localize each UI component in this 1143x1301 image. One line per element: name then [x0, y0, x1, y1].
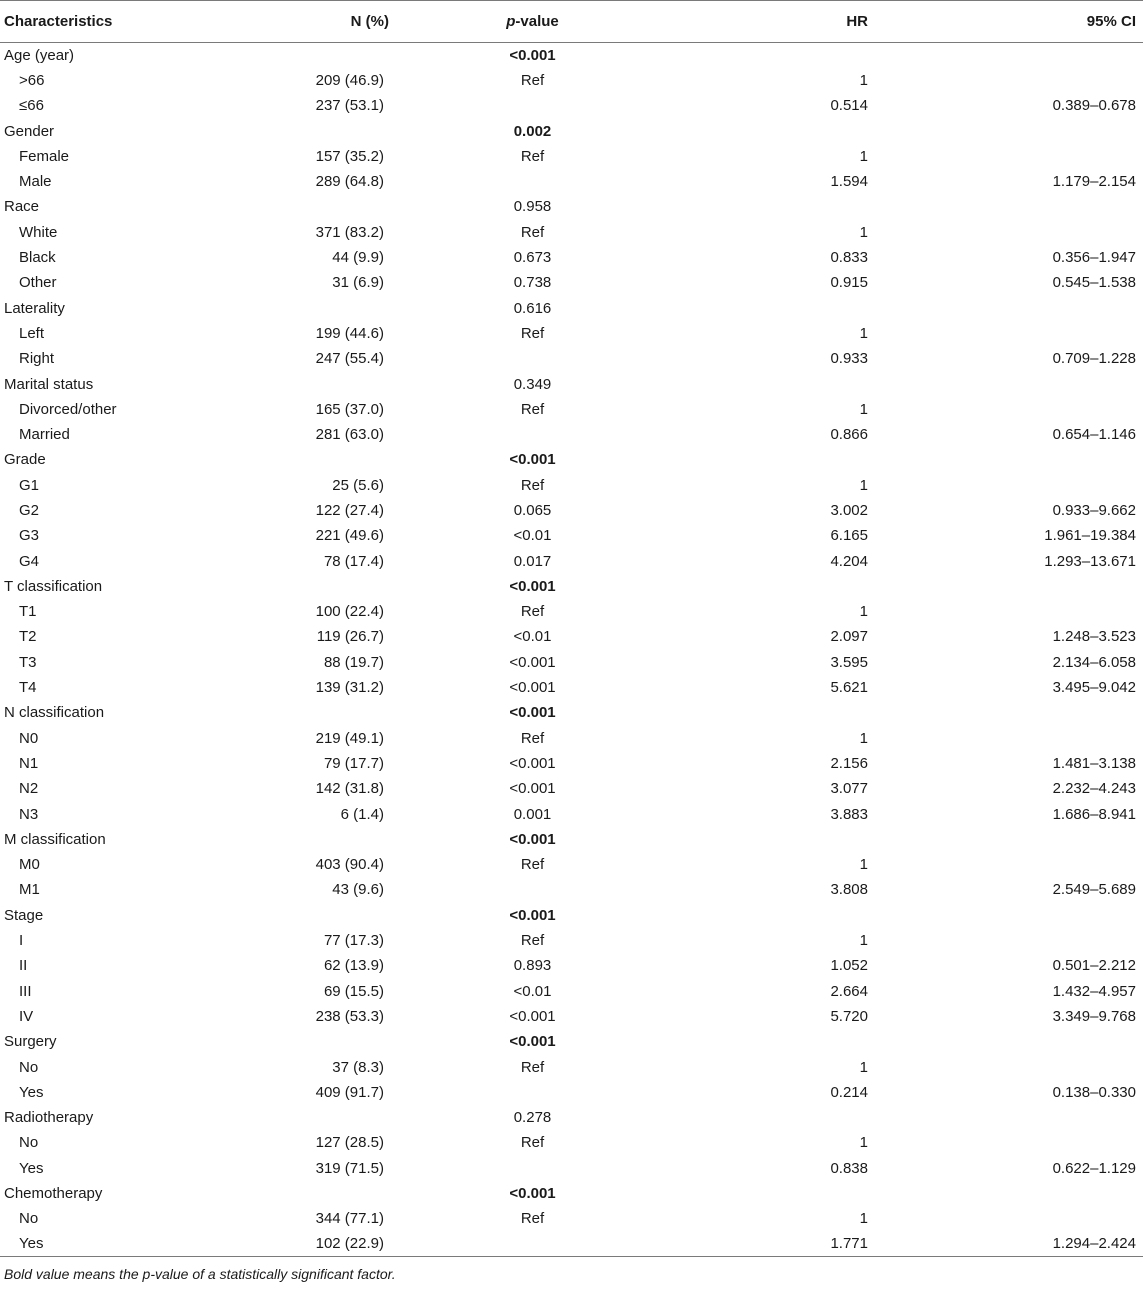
cell-p-value: 0.002 [513, 122, 552, 140]
table-row [0, 953, 1143, 978]
cell-p-value: <0.001 [509, 653, 556, 671]
cell-ci: 0.933–9.662 [1052, 501, 1136, 519]
cell-n-percent [244, 903, 399, 928]
cell-hr: 1 [859, 603, 868, 621]
cell-n-percent [244, 118, 399, 143]
table-footnote: Bold value means the p-value of a statistically significant factor. [4, 1266, 396, 1283]
table-group-row [0, 827, 1143, 852]
table-group-row [0, 194, 1143, 219]
cell-characteristic: Female [19, 147, 70, 165]
cell-p-value: 0.065 [513, 501, 552, 519]
cell-p-value: 0.893 [513, 957, 552, 975]
cell-ci: 0.501–2.212 [1052, 957, 1136, 975]
cell-n-percent: 371 (83.2) [315, 223, 384, 241]
cell-n-percent: 199 (44.6) [315, 324, 384, 342]
cell-ci [880, 827, 1143, 852]
cell-n-percent: 127 (28.5) [315, 1134, 384, 1152]
cell-characteristic: Yes [19, 1083, 44, 1101]
cell-hr [651, 43, 880, 68]
cell-p-value: 0.349 [513, 375, 552, 393]
cell-hr [651, 118, 880, 143]
cell-p-value: Ref [520, 603, 545, 621]
cell-p-value: 0.673 [513, 249, 552, 267]
cell-n-percent: 62 (13.9) [323, 957, 384, 975]
cell-p-value: 0.278 [513, 1109, 552, 1127]
table-group-row [0, 700, 1143, 725]
table-row [0, 751, 1143, 776]
cell-hr [651, 574, 880, 599]
header-ci: 95% CI [880, 1, 1143, 43]
cell-characteristic: Married [19, 426, 70, 444]
cell-n-percent: 78 (17.4) [323, 552, 384, 570]
cell-ci [880, 194, 1143, 219]
cell-p-value [399, 93, 651, 118]
cell-characteristic: Yes [0, 1231, 244, 1256]
cell-p-value: <0.001 [509, 754, 556, 772]
cell-ci: 1.432–4.957 [1052, 982, 1136, 1000]
table-row [0, 928, 1143, 953]
cell-hr: 1 [859, 71, 868, 89]
cell-characteristic: N3 [19, 805, 39, 823]
header-characteristics: Characteristics [0, 1, 244, 43]
cell-hr: 2.664 [830, 982, 868, 1000]
cell-n-percent: 25 (5.6) [332, 476, 384, 494]
table-row [0, 68, 1143, 93]
cell-ci: 1.179–2.154 [1052, 173, 1136, 191]
cell-characteristic: G4 [19, 552, 40, 570]
cell-ci [880, 295, 1143, 320]
cell-p-value: <0.001 [509, 451, 556, 469]
cell-hr: 0.933 [830, 350, 868, 368]
table-group-row [0, 118, 1143, 143]
cell-hr [651, 371, 880, 396]
cell-hr: 1 [859, 476, 868, 494]
cell-hr: 3.808 [830, 881, 868, 899]
cell-n-percent: 247 (55.4) [315, 350, 384, 368]
cell-characteristic: T2 [19, 628, 37, 646]
cell-p-value: <0.01 [513, 982, 552, 1000]
cell-ci [880, 68, 1143, 93]
table-row [0, 1231, 1143, 1256]
table-row [0, 877, 1143, 902]
table-row [0, 650, 1143, 675]
table-group-row [0, 574, 1143, 599]
table-row [0, 599, 1143, 624]
cell-characteristic: M0 [19, 856, 40, 874]
cell-p-value: Ref [520, 1058, 545, 1076]
cell-ci [880, 1029, 1143, 1054]
cell-ci: 0.389–0.678 [1052, 97, 1136, 115]
cell-ci: 1.293–13.671 [1044, 552, 1136, 570]
cell-hr: 2.097 [830, 628, 868, 646]
cell-p-value [399, 422, 651, 447]
cell-n-percent [244, 700, 399, 725]
table-group-row [0, 447, 1143, 472]
cell-ci: 1.294–2.424 [880, 1231, 1143, 1256]
cell-p-value: Ref [520, 223, 545, 241]
table-row [0, 548, 1143, 573]
table-row [0, 852, 1143, 877]
cell-ci [880, 599, 1143, 624]
cell-ci [880, 903, 1143, 928]
cell-ci: 0.356–1.947 [1052, 249, 1136, 267]
table-row [0, 270, 1143, 295]
cell-hr: 1 [859, 1210, 868, 1228]
cell-characteristic: Radiotherapy [4, 1109, 94, 1127]
cell-n-percent: 219 (49.1) [315, 729, 384, 747]
cell-n-percent: 100 (22.4) [315, 603, 384, 621]
cell-n-percent [244, 371, 399, 396]
cell-characteristic: Left [19, 324, 45, 342]
cell-hr: 0.514 [830, 97, 868, 115]
cell-hr: 1 [859, 324, 868, 342]
cell-hr: 0.915 [830, 274, 868, 292]
cell-n-percent: 139 (31.2) [315, 679, 384, 697]
cell-hr [651, 700, 880, 725]
cell-characteristic: Laterality [4, 299, 65, 317]
cell-ci [880, 574, 1143, 599]
cell-ci: 1.961–19.384 [1044, 527, 1136, 545]
cell-n-percent: 79 (17.7) [323, 754, 384, 772]
cell-n-percent: 238 (53.3) [315, 1007, 384, 1025]
table-row [0, 624, 1143, 649]
cell-hr: 1 [859, 400, 868, 418]
cell-ci [880, 1181, 1143, 1206]
cell-p-value: Ref [520, 856, 545, 874]
cell-ci [880, 928, 1143, 953]
table-row [0, 498, 1143, 523]
cell-characteristic: M1 [19, 881, 40, 899]
cell-p-value: <0.01 [513, 527, 552, 545]
cell-p-value: <0.001 [509, 679, 556, 697]
cell-ci: 0.138–0.330 [1052, 1083, 1136, 1101]
header-hr: HR [651, 1, 880, 43]
cell-n-percent [244, 194, 399, 219]
cell-hr: 1.052 [830, 957, 868, 975]
cell-characteristic: N0 [19, 729, 39, 747]
table-row [0, 1054, 1143, 1079]
table-row [0, 523, 1143, 548]
cell-ci: 0.545–1.538 [1052, 274, 1136, 292]
header-p-italic: p [506, 13, 516, 30]
cell-hr [651, 827, 880, 852]
cell-p-value: 0.958 [513, 198, 552, 216]
cell-n-percent: 88 (19.7) [323, 653, 384, 671]
cell-n-percent: 209 (46.9) [315, 71, 384, 89]
cell-n-percent: 69 (15.5) [323, 982, 384, 1000]
cell-n-percent [244, 295, 399, 320]
cell-p-value: <0.001 [509, 1185, 556, 1202]
cell-ci [880, 144, 1143, 169]
table-group-row [0, 1105, 1143, 1130]
header-p-suffix: -value [515, 13, 559, 30]
cell-ci: 2.549–5.689 [1052, 881, 1136, 899]
cell-p-value: Ref [520, 1210, 545, 1228]
header-row [0, 1, 1143, 43]
cell-n-percent: 409 (91.7) [315, 1083, 384, 1101]
cell-p-value [399, 1080, 651, 1105]
cell-p-value: <0.001 [509, 1007, 556, 1025]
table-row [0, 1130, 1143, 1155]
cell-p-value: <0.001 [509, 46, 556, 64]
cell-ci: 0.654–1.146 [1052, 426, 1136, 444]
cell-characteristic: No [19, 1210, 39, 1228]
cell-n-percent: 319 (71.5) [315, 1159, 384, 1177]
cell-ci: 1.248–3.523 [1052, 628, 1136, 646]
table-header [0, 1, 1143, 43]
table-row [0, 321, 1143, 346]
cell-p-value: 0.017 [513, 552, 552, 570]
cell-p-value: Ref [520, 147, 545, 165]
cell-n-percent: 77 (17.3) [323, 932, 384, 950]
table-group-row [0, 1029, 1143, 1054]
cell-characteristic: M classification [4, 830, 106, 848]
cell-hr: 1 [859, 1134, 868, 1152]
cell-characteristic: T1 [19, 603, 37, 621]
cell-hr: 1 [859, 729, 868, 747]
cell-n-percent [244, 574, 399, 599]
table-group-row [0, 1181, 1143, 1206]
cell-hr: 1.771 [651, 1231, 880, 1256]
cell-p-value: Ref [520, 476, 545, 494]
cell-p-value [399, 169, 651, 194]
cell-characteristic: N2 [19, 780, 39, 798]
table-group-row [0, 903, 1143, 928]
cell-ci [880, 1054, 1143, 1079]
cell-n-percent [244, 1029, 399, 1054]
cell-n-percent: 31 (6.9) [332, 274, 384, 292]
cell-hr: 1 [859, 147, 868, 165]
cell-p-value [399, 877, 651, 902]
cell-hr [651, 194, 880, 219]
cell-ci [880, 118, 1143, 143]
cell-n-percent: 289 (64.8) [315, 173, 384, 191]
cell-hr: 5.720 [830, 1007, 868, 1025]
cell-hr: 1 [859, 856, 868, 874]
cell-ci [880, 852, 1143, 877]
cell-ci [880, 700, 1143, 725]
table-row [0, 801, 1143, 826]
cell-n-percent: 122 (27.4) [315, 501, 384, 519]
cell-characteristic: Age (year) [4, 46, 75, 64]
cell-characteristic: T3 [19, 653, 37, 671]
cell-n-percent: 237 (53.1) [315, 97, 384, 115]
cell-p-value: <0.001 [509, 577, 556, 595]
cell-ci: 1.686–8.941 [1052, 805, 1136, 823]
cell-p-value [399, 1156, 651, 1181]
table-row [0, 1206, 1143, 1231]
cell-characteristic: Other [19, 274, 57, 292]
table-row [0, 1004, 1143, 1029]
cell-p-value: 0.616 [513, 299, 552, 317]
cell-n-percent: 44 (9.9) [332, 249, 384, 267]
table-row [0, 169, 1143, 194]
cell-hr: 3.883 [830, 805, 868, 823]
header-n-percent: N (%) [244, 1, 399, 43]
cell-hr: 5.621 [830, 679, 868, 697]
cell-hr [651, 903, 880, 928]
table-row [0, 245, 1143, 270]
cell-n-percent: 221 (49.6) [315, 527, 384, 545]
cell-hr: 2.156 [830, 754, 868, 772]
cell-characteristic: IV [19, 1007, 34, 1025]
cell-hr [651, 1029, 880, 1054]
table-row [0, 346, 1143, 371]
cell-p-value: Ref [520, 729, 545, 747]
cell-p-value [399, 346, 651, 371]
cell-ci [880, 1206, 1143, 1231]
cell-n-percent [244, 447, 399, 472]
cell-n-percent: 165 (37.0) [315, 400, 384, 418]
cell-ci: 2.134–6.058 [1052, 653, 1136, 671]
cell-characteristic: ≤66 [19, 97, 44, 115]
cell-p-value: <0.001 [509, 704, 556, 722]
cell-ci: 3.495–9.042 [1052, 679, 1136, 697]
cell-n-percent: 403 (90.4) [315, 856, 384, 874]
cell-ci [880, 726, 1143, 751]
cell-n-percent: 37 (8.3) [332, 1058, 384, 1076]
table-row [0, 1156, 1143, 1181]
cell-p-value: 0.738 [513, 274, 552, 292]
cell-ci: 1.481–3.138 [1052, 754, 1136, 772]
cell-hr: 0.214 [830, 1083, 868, 1101]
cell-ci [880, 43, 1143, 68]
cell-hr: 6.165 [830, 527, 868, 545]
table-row [0, 726, 1143, 751]
table-row [0, 675, 1143, 700]
cell-characteristic: Right [19, 350, 55, 368]
cell-n-percent: 43 (9.6) [332, 881, 384, 899]
cell-p-value: Ref [520, 400, 545, 418]
cell-characteristic: Marital status [4, 375, 94, 393]
cell-p-value: <0.001 [509, 830, 556, 848]
cell-characteristic: Stage [4, 906, 44, 924]
cell-p-value: <0.001 [509, 906, 556, 924]
cell-ci [880, 1105, 1143, 1130]
cell-p-value: 0.001 [513, 805, 552, 823]
cell-ci: 0.709–1.228 [1052, 350, 1136, 368]
cell-n-percent: 102 (22.9) [244, 1231, 399, 1256]
table-body [0, 43, 1143, 1257]
cell-characteristic: G2 [19, 501, 40, 519]
cell-n-percent: 281 (63.0) [315, 426, 384, 444]
cell-characteristic: N classification [4, 704, 105, 722]
cell-characteristic: II [19, 957, 28, 975]
cell-p-value: Ref [520, 1134, 545, 1152]
table-group-row [0, 295, 1143, 320]
header-p-value [399, 1, 651, 43]
table-group-row [0, 371, 1143, 396]
table-row [0, 776, 1143, 801]
cell-p-value: Ref [520, 324, 545, 342]
table-row [0, 473, 1143, 498]
cell-ci [880, 447, 1143, 472]
cell-n-percent [244, 1181, 399, 1206]
cell-hr: 0.838 [830, 1159, 868, 1177]
cell-characteristic: Male [19, 173, 52, 191]
cell-n-percent [244, 827, 399, 852]
cell-n-percent: 142 (31.8) [315, 780, 384, 798]
cell-characteristic: >66 [19, 71, 45, 89]
cell-characteristic: White [19, 223, 58, 241]
cell-ci: 3.349–9.768 [1052, 1007, 1136, 1025]
cell-hr: 1 [859, 1058, 868, 1076]
cell-hr: 1.594 [830, 173, 868, 191]
cell-hr: 1 [859, 932, 868, 950]
table-row [0, 144, 1143, 169]
cell-hr [651, 1181, 880, 1206]
cell-characteristic: G3 [19, 527, 40, 545]
cell-n-percent: 119 (26.7) [316, 628, 384, 646]
cell-characteristic: T classification [4, 577, 103, 595]
cell-characteristic: Black [19, 249, 56, 267]
cell-hr: 0.833 [830, 249, 868, 267]
cell-characteristic: Race [4, 198, 40, 216]
cell-n-percent: 6 (1.4) [340, 805, 384, 823]
table-row [0, 220, 1143, 245]
cell-hr: 3.595 [830, 653, 868, 671]
cell-p-value: <0.01 [513, 628, 552, 646]
cell-characteristic: Grade [4, 451, 46, 469]
cell-characteristic: Divorced/other [19, 400, 117, 418]
cell-hr [651, 1105, 880, 1130]
table-group-row [0, 43, 1143, 68]
cell-n-percent [244, 43, 399, 68]
table-row [0, 397, 1143, 422]
table-row [0, 422, 1143, 447]
cell-n-percent: 344 (77.1) [315, 1210, 384, 1228]
cell-ci [880, 397, 1143, 422]
cell-characteristic: Gender [4, 122, 55, 140]
cell-hr: 3.077 [830, 780, 868, 798]
cell-characteristic: G1 [19, 476, 40, 494]
cell-characteristic: No [19, 1134, 39, 1152]
cell-ci [880, 220, 1143, 245]
cell-ci: 0.622–1.129 [1052, 1159, 1136, 1177]
cell-ci [880, 473, 1143, 498]
cell-ci [880, 321, 1143, 346]
cell-ci: 2.232–4.243 [1052, 780, 1136, 798]
cell-characteristic: T4 [19, 679, 37, 697]
cell-p-value: Ref [520, 932, 545, 950]
table-row [0, 978, 1143, 1003]
cell-p-value [399, 1231, 651, 1256]
cell-hr [651, 295, 880, 320]
cell-characteristic: Yes [19, 1159, 44, 1177]
cell-characteristic: III [19, 982, 32, 1000]
cell-ci [880, 1130, 1143, 1155]
cell-hr: 3.002 [830, 501, 868, 519]
cell-characteristic: Chemotherapy [4, 1185, 103, 1202]
cell-n-percent: 157 (35.2) [315, 147, 384, 165]
cell-hr [651, 447, 880, 472]
cell-p-value: <0.001 [509, 1033, 556, 1051]
cell-characteristic: Surgery [4, 1033, 57, 1051]
cell-hr: 0.866 [830, 426, 868, 444]
cell-characteristic: N1 [19, 754, 39, 772]
cell-n-percent [244, 1105, 399, 1130]
table-row [0, 1080, 1143, 1105]
cell-characteristic: I [19, 932, 24, 950]
cell-characteristic: No [19, 1058, 39, 1076]
cell-p-value: Ref [520, 71, 545, 89]
cell-hr: 1 [859, 223, 868, 241]
cell-hr: 4.204 [830, 552, 868, 570]
cell-p-value: <0.001 [509, 780, 556, 798]
table-row [0, 93, 1143, 118]
cell-ci [880, 371, 1143, 396]
